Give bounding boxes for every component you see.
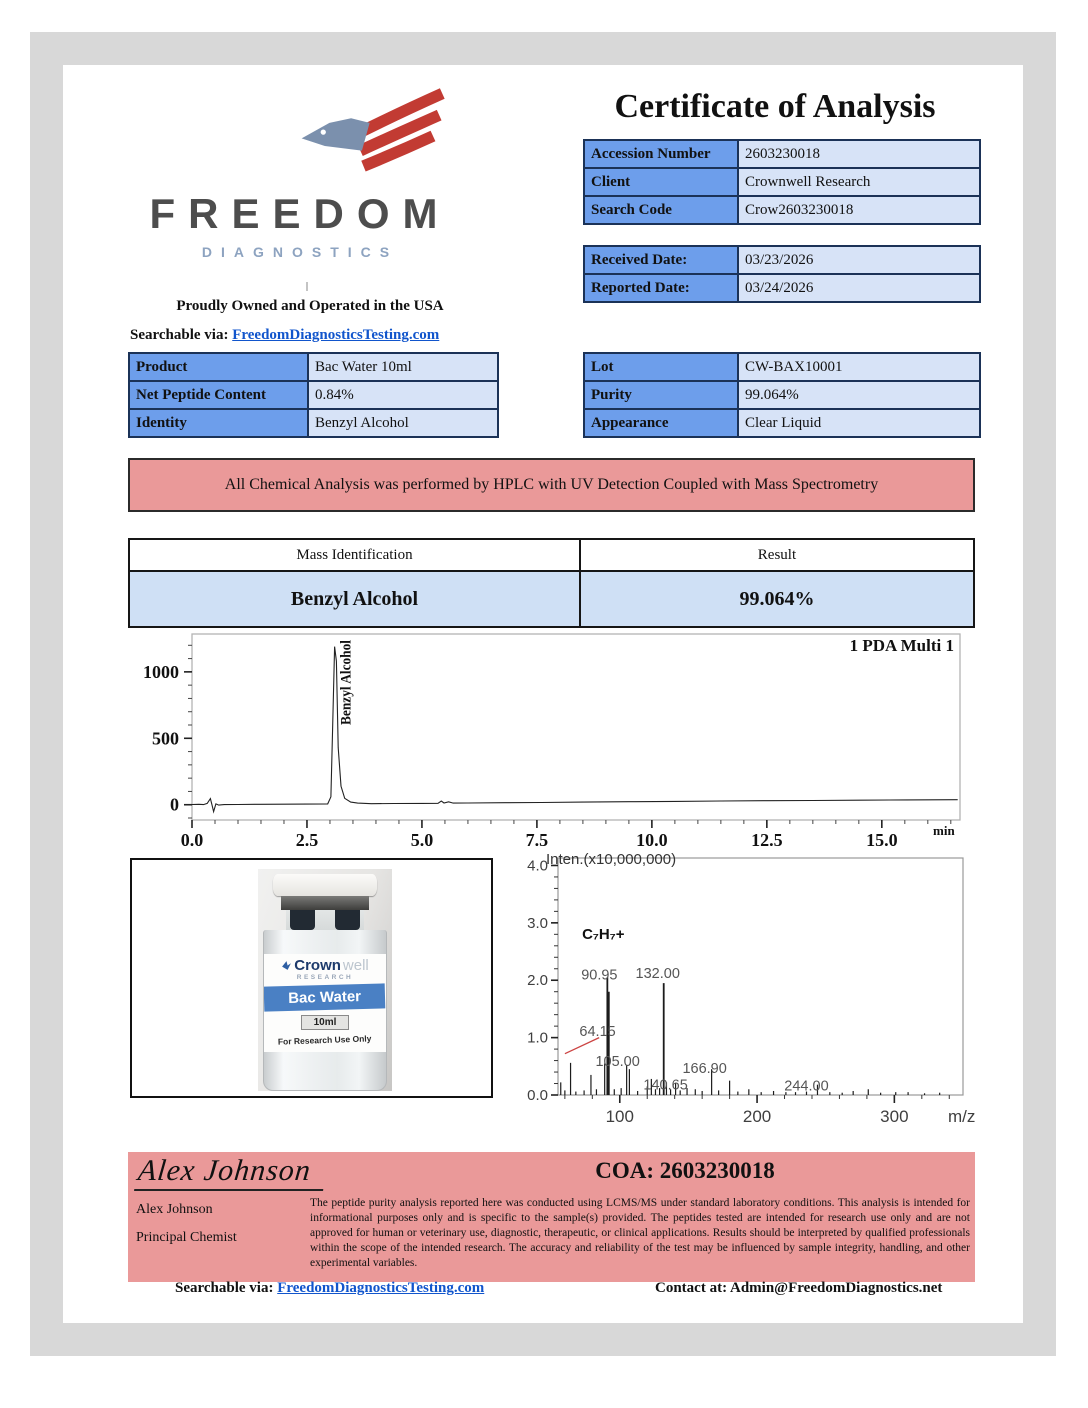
logo-wordmark: FREEDOM <box>149 190 451 237</box>
footer-searchable-label: Searchable via: <box>175 1280 274 1296</box>
logo-subtitle: DIAGNOSTICS <box>201 244 399 260</box>
date-label-cell: Received Date: <box>584 246 738 274</box>
tagline: Proudly Owned and Operated in the USA <box>176 298 444 314</box>
lot-label-cell: Appearance <box>584 409 738 437</box>
table-row <box>129 381 498 409</box>
result-header-mass-id: Mass Identification <box>129 539 580 571</box>
svg-text:10.0: 10.0 <box>636 830 668 850</box>
vial-body <box>263 930 386 1091</box>
product-label-cell: Net Peptide Content <box>129 381 308 409</box>
svg-text:200: 200 <box>742 1107 772 1126</box>
svg-text:15.0: 15.0 <box>866 830 898 850</box>
lot-label-cell: Lot <box>584 353 738 381</box>
svg-text:Benzyl Alcohol: Benzyl Alcohol <box>338 629 355 725</box>
table-row <box>584 274 980 302</box>
svg-text:0: 0 <box>170 794 179 815</box>
logo-divider-tick <box>306 282 308 291</box>
vial-seal <box>281 896 369 910</box>
vial-stopper-prong <box>290 910 315 930</box>
info-label-cell: Accession Number <box>584 140 738 168</box>
svg-text:500: 500 <box>152 728 179 749</box>
searchable-link-top[interactable]: FreedomDiagnosticsTesting.com <box>232 327 440 343</box>
table-row <box>584 140 980 168</box>
svg-text:90.95: 90.95 <box>581 967 618 984</box>
table-row <box>129 409 498 437</box>
vial-note: For Research Use Only <box>278 1033 372 1047</box>
info-value-cell: Crownwell Research <box>738 168 980 196</box>
svg-text:0.0: 0.0 <box>527 1087 548 1104</box>
accession-info-table <box>583 139 981 225</box>
signature-script: Alex Johnson <box>134 1154 327 1191</box>
footer-searchable-link[interactable]: FreedomDiagnosticsTesting.com <box>277 1280 485 1296</box>
signer-role: Principal Chemist <box>136 1230 237 1245</box>
result-value-cell: 99.064% <box>580 571 974 627</box>
product-label-cell: Product <box>129 353 308 381</box>
table-row <box>129 353 498 381</box>
method-banner: All Chemical Analysis was performed by HPLC with UV Detection Coupled with Mass Spectrometry <box>128 458 975 512</box>
svg-text:1.0: 1.0 <box>527 1029 548 1047</box>
date-value-cell: 03/24/2026 <box>738 274 980 302</box>
table-row <box>584 353 980 381</box>
signer-name: Alex Johnson <box>136 1202 213 1217</box>
svg-text:C₇H₇+: C₇H₇+ <box>582 925 625 943</box>
info-value-cell: Crow2603230018 <box>738 196 980 224</box>
svg-text:2.5: 2.5 <box>295 830 319 850</box>
svg-text:7.5: 7.5 <box>525 830 549 850</box>
svg-text:12.5: 12.5 <box>751 830 783 850</box>
product-table <box>128 352 499 438</box>
hplc-chromatogram-chart <box>130 628 975 853</box>
page-title: Certificate of Analysis <box>614 88 936 125</box>
table-row <box>584 246 980 274</box>
vial-brand-suffix: well <box>342 957 369 974</box>
searchable-line-top <box>130 327 439 344</box>
svg-text:min: min <box>933 823 955 838</box>
product-value-cell: Bac Water 10ml <box>308 353 498 381</box>
coa-number: COA: 2603230018 <box>595 1158 775 1183</box>
vial-label <box>264 954 385 1052</box>
vial-stopper <box>286 910 364 930</box>
eagle-flag-icon <box>280 84 450 188</box>
svg-text:0.0: 0.0 <box>180 830 204 850</box>
dates-table <box>583 245 981 303</box>
svg-text:5.0: 5.0 <box>410 830 434 850</box>
svg-text:64.15: 64.15 <box>579 1023 616 1040</box>
table-row <box>584 381 980 409</box>
result-table <box>128 538 975 628</box>
result-header-result: Result <box>580 539 974 571</box>
svg-text:244.00: 244.00 <box>784 1078 829 1095</box>
disclaimer-text: The peptide purity analysis reported here was conducted using LCMS/MS under standard laboratory conditions. This analysis is intended for informational purposes only and is specific to the sample(s) provided. The peptides tested are intended for research use only and are not approved for human or veterinary use, diagnostic, therapeutic, or clinical applications. Results should be interpreted by qualified professionals within the scope of the intended research. The accuracy and reliability of the test may be influenced by sample integrity, handling, and other experimental variables. <box>310 1197 970 1269</box>
lot-value-cell: 99.064% <box>738 381 980 409</box>
date-value-cell: 03/23/2026 <box>738 246 980 274</box>
footer-contact: Contact at: Admin@FreedomDiagnostics.net <box>655 1280 943 1296</box>
mass-spectrum-chart <box>500 848 990 1143</box>
svg-text:m/z: m/z <box>948 1107 976 1126</box>
lot-value-cell: CW-BAX10001 <box>738 353 980 381</box>
footer-searchable-line <box>175 1280 484 1297</box>
svg-text:1 PDA Multi 1: 1 PDA Multi 1 <box>849 636 954 655</box>
svg-text:100: 100 <box>605 1107 634 1126</box>
vial-product-name: Bac Water <box>264 983 386 1011</box>
svg-text:2.0: 2.0 <box>527 972 548 990</box>
svg-text:Inten.(x10,000,000): Inten.(x10,000,000) <box>546 851 677 868</box>
lot-value-cell: Clear Liquid <box>738 409 980 437</box>
searchable-label: Searchable via: <box>130 327 229 343</box>
svg-text:132.00: 132.00 <box>635 966 680 983</box>
logo-block <box>130 78 500 368</box>
svg-text:300: 300 <box>880 1107 909 1126</box>
info-label-cell: Client <box>584 168 738 196</box>
table-row <box>584 196 980 224</box>
svg-text:166.90: 166.90 <box>682 1061 727 1078</box>
product-value-cell: 0.84% <box>308 381 498 409</box>
info-value-cell: 2603230018 <box>738 140 980 168</box>
svg-text:105.00: 105.00 <box>595 1054 640 1071</box>
vial-photo <box>258 869 392 1091</box>
date-label-cell: Reported Date: <box>584 274 738 302</box>
vial-brand-sub: RESEARCH <box>296 974 354 981</box>
svg-text:4.0: 4.0 <box>527 857 548 875</box>
info-label-cell: Search Code <box>584 196 738 224</box>
table-row <box>129 571 974 627</box>
table-row <box>584 409 980 437</box>
vial-brand <box>264 958 385 973</box>
svg-text:3.0: 3.0 <box>527 914 548 932</box>
svg-text:1000: 1000 <box>143 661 179 682</box>
product-label-cell: Identity <box>129 409 308 437</box>
svg-text:140.65: 140.65 <box>643 1077 688 1094</box>
lot-table <box>583 352 981 438</box>
product-value-cell: Benzyl Alcohol <box>308 409 498 437</box>
vial-brand-icon <box>281 960 292 971</box>
product-photo-box <box>130 858 493 1098</box>
vial-cap <box>273 874 378 896</box>
table-header-row <box>129 539 974 571</box>
vial-stopper-prong <box>335 910 360 930</box>
lot-label-cell: Purity <box>584 381 738 409</box>
table-row <box>584 168 980 196</box>
vial-brand-main: Crown <box>294 957 341 974</box>
result-compound-cell: Benzyl Alcohol <box>129 571 580 627</box>
vial-size: 10ml <box>301 1015 349 1030</box>
signature-banner <box>128 1152 975 1282</box>
